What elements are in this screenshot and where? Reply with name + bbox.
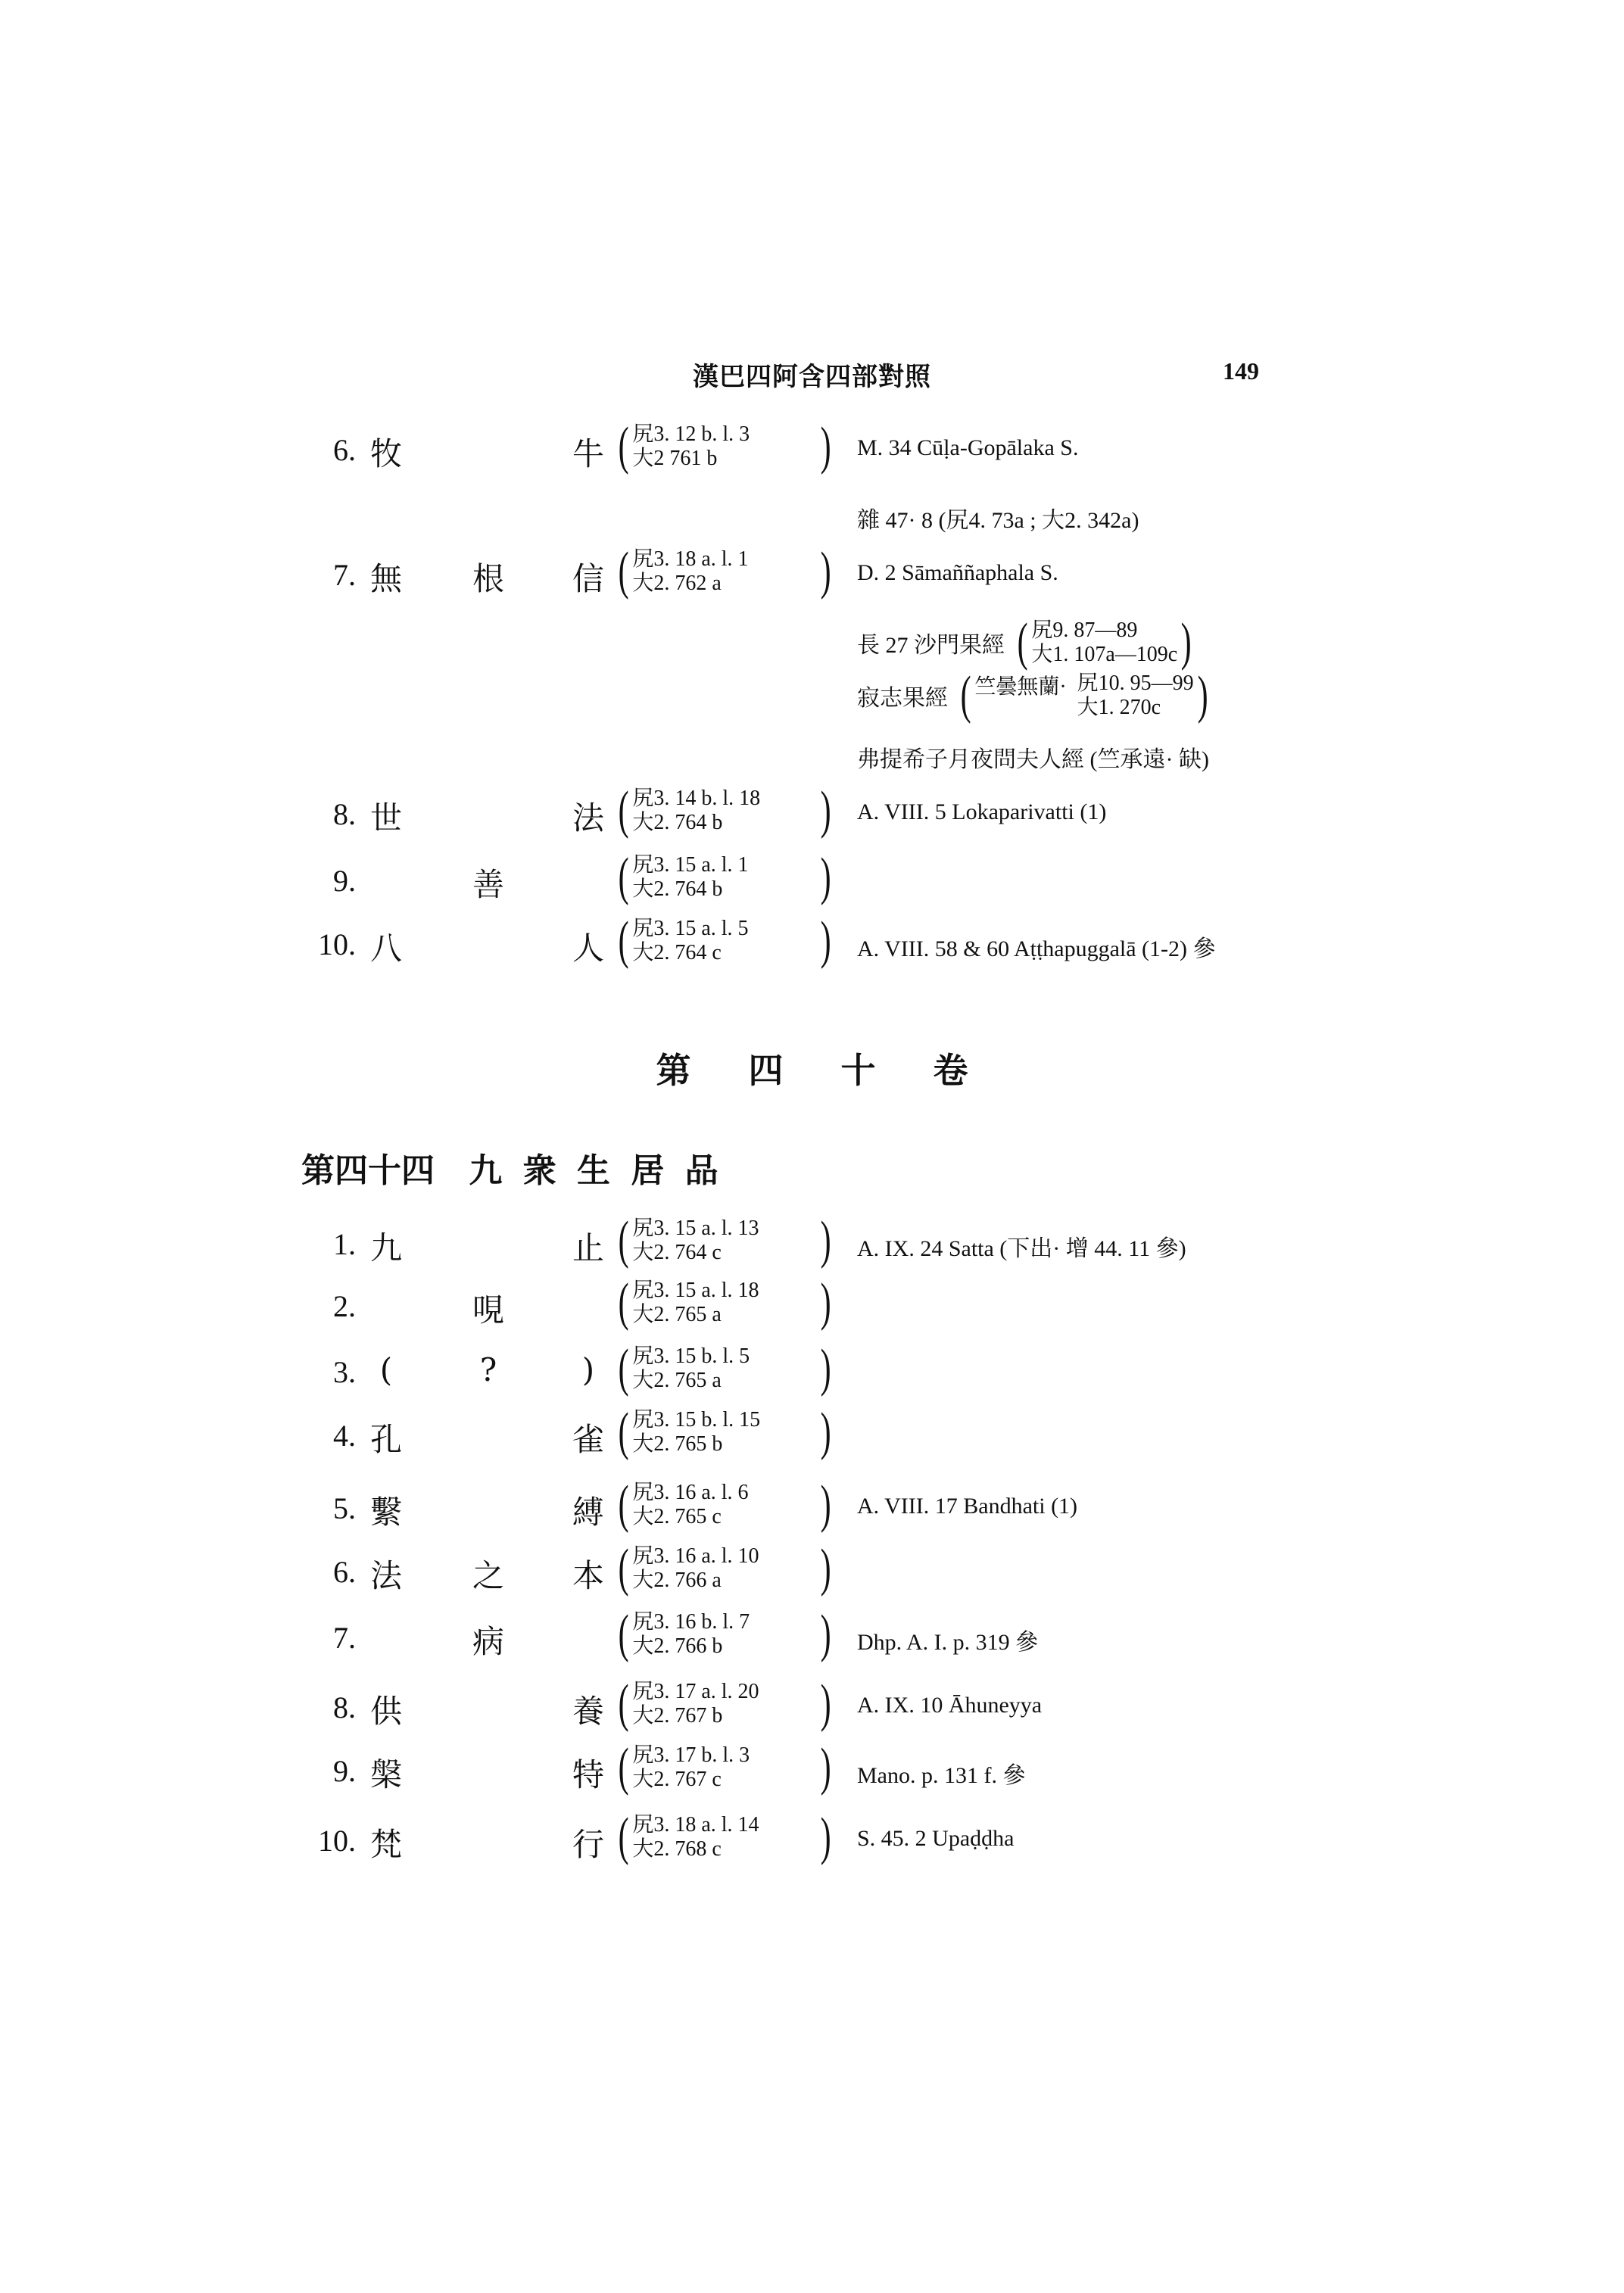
reference-line-2: 大2. 767 b [632, 1704, 723, 1728]
parallel-note [857, 501, 1139, 534]
parallel-note [857, 1229, 1186, 1263]
reference-line-2: 大2. 765 b [632, 1432, 723, 1456]
reference-block [615, 781, 834, 840]
right-paren: ) [820, 1211, 831, 1270]
reference-block [615, 1339, 834, 1397]
left-paren: ( [618, 1808, 629, 1866]
title-char-1: 孔 [369, 1421, 402, 1458]
entry-number: 6. [333, 433, 356, 467]
reference-line-2: 大2. 766 a [632, 1569, 722, 1592]
reference-line-1: 尻3. 15 b. l. 15 [632, 1408, 761, 1432]
reference-line-2: 大2. 765 c [632, 1505, 722, 1528]
reference-lines [632, 1610, 750, 1659]
reference-lines [632, 853, 748, 902]
title-char-2: ? [479, 1351, 497, 1388]
reference-lines [632, 1743, 750, 1792]
note-reference [1014, 613, 1195, 671]
parallel-note-text: 寂志果經 [857, 686, 948, 711]
parallel-note-text: S. 45. 2 Upaḍḍha [857, 1826, 1015, 1851]
reference-line-2: 大2. 764 b [632, 811, 723, 834]
parallel-note-text: 長 27 沙門果經 [857, 633, 1005, 658]
reference-block [615, 1808, 834, 1866]
reference-block [615, 911, 834, 970]
reference-line-2: 大2. 765 a [632, 1303, 722, 1326]
right-paren: ) [820, 1605, 831, 1663]
left-paren: ( [618, 1539, 629, 1597]
reference-line-1: 尻9. 87—89 [1031, 618, 1138, 642]
reference-lines [632, 1481, 748, 1529]
entry-number: 4. [333, 1419, 356, 1453]
parallel-note-text: D. 2 Sāmaññaphala S. [857, 560, 1058, 585]
right-paren: ) [820, 1339, 831, 1397]
reference-lines [632, 1344, 750, 1393]
right-paren: ) [1180, 613, 1192, 671]
entry-number: 1. [333, 1227, 356, 1261]
title-char-2: 哯 [472, 1291, 504, 1329]
entry-number: 9. [333, 864, 356, 898]
reference-line-2: 大2. 768 c [632, 1837, 722, 1861]
parallel-note [857, 1494, 1077, 1519]
title-char-3: 人 [572, 930, 604, 967]
reference-line-2: 大2. 765 a [632, 1369, 722, 1392]
left-paren: ( [618, 1675, 629, 1733]
left-paren: ( [618, 542, 629, 600]
right-paren: ) [820, 1273, 831, 1332]
title-char-1: 九 [369, 1229, 402, 1266]
reference-line-2: 大2. 766 b [632, 1634, 723, 1658]
reference-line-2: 大2. 767 c [632, 1768, 722, 1791]
left-paren: ( [618, 1738, 629, 1796]
reference-line-1: 尻3. 17 a. l. 20 [632, 1680, 759, 1703]
parallel-note-text: A. VIII. 5 Lokaparivatti (1) [857, 799, 1107, 824]
entry-number: 7. [333, 558, 356, 592]
title-char-1: 供 [369, 1693, 402, 1730]
right-paren: ) [820, 1539, 831, 1597]
reference-block [615, 417, 834, 475]
entry-number: 10. [318, 927, 356, 961]
reference-line-2: 大1. 270c [1077, 696, 1161, 719]
left-paren: ( [960, 666, 971, 724]
parallel-note-text: A. VIII. 58 & 60 Aṭṭhapuggalā (1-2) 參 [857, 936, 1216, 961]
reference-line-1: 尻3. 18 a. l. 1 [632, 547, 749, 571]
reference-line-2: 大2 761 b [632, 447, 718, 470]
right-paren: ) [820, 781, 831, 840]
title-char-3: 縛 [572, 1494, 604, 1531]
entry-number: 5. [333, 1491, 356, 1525]
entry-number: 7. [333, 1621, 356, 1655]
entry-number: 10. [318, 1824, 356, 1858]
parallel-note [857, 666, 1211, 724]
right-paren: ) [820, 1475, 831, 1534]
parallel-note [857, 1623, 1038, 1656]
reference-lines [632, 1408, 760, 1456]
reference-block [615, 1675, 834, 1733]
reference-block [615, 1738, 834, 1796]
left-paren: ( [618, 1605, 629, 1663]
reference-line-1: 尻3. 16 a. l. 10 [632, 1544, 759, 1568]
parallel-note-text: Mano. p. 131 f. 參 [857, 1763, 1026, 1788]
section-number: 第四十四 [301, 1151, 435, 1190]
parallel-note-text: 弗提希子月夜問夫人經 (竺承遠· 缺) [857, 747, 1209, 772]
reference-lines [632, 787, 760, 835]
title-char-3: 本 [572, 1557, 604, 1594]
parallel-note-text: 雜 47· 8 (尻4. 73a ; 大2. 342a) [857, 508, 1139, 533]
reference-block [615, 1403, 834, 1461]
reference-line-1: 尻3. 16 b. l. 7 [632, 1610, 750, 1634]
reference-line-1: 尻3. 16 a. l. 6 [632, 1481, 749, 1504]
parallel-note-text: M. 34 Cūḷa-Gopālaka S. [857, 435, 1079, 460]
parallel-note [857, 1693, 1042, 1718]
reference-line-1: 尻3. 17 b. l. 3 [632, 1743, 750, 1767]
reference-block [615, 1605, 834, 1663]
section-title-char: 居 [631, 1151, 665, 1190]
reference-block [615, 1211, 834, 1270]
reference-line-1: 尻3. 18 a. l. 14 [632, 1813, 759, 1837]
title-char-1: 梵 [369, 1826, 402, 1863]
reference-line-2: 大2. 764 c [632, 941, 722, 964]
parallel-note [857, 1826, 1014, 1852]
title-char-2: 善 [472, 866, 504, 903]
entry-number: 2. [333, 1289, 356, 1323]
right-paren: ) [1197, 666, 1208, 724]
title-char-1: 無 [369, 560, 402, 597]
page-number: 149 [1223, 357, 1259, 385]
title-char-1: 槃 [369, 1756, 402, 1793]
left-paren: ( [618, 781, 629, 840]
parallel-note-text: A. IX. 24 Satta (下出· 增 44. 11 參) [857, 1236, 1186, 1261]
reference-lines [632, 1217, 759, 1265]
right-paren: ) [820, 911, 831, 970]
title-char-1: 繫 [369, 1494, 402, 1531]
title-char-1: 法 [369, 1557, 402, 1594]
title-char-3: 養 [572, 1693, 604, 1730]
left-paren: ( [618, 1339, 629, 1397]
title-char-3: 牛 [572, 435, 604, 472]
reference-lines [1031, 618, 1177, 667]
right-paren: ) [820, 417, 831, 475]
left-paren: ( [618, 1211, 629, 1270]
entry-number: 8. [333, 1690, 356, 1724]
parallel-note [857, 435, 1078, 461]
running-header-title: 漢巴四阿含四部對照 [693, 362, 931, 392]
reference-block [615, 1273, 834, 1332]
reference-lines [632, 422, 750, 471]
parallel-note [857, 560, 1058, 586]
reference-block [615, 542, 834, 600]
entry-number: 8. [333, 797, 356, 831]
section-heading [301, 1143, 728, 1192]
left-paren: ( [618, 848, 629, 906]
title-char-1: ( [379, 1351, 393, 1388]
reference-line-1: 尻3. 14 b. l. 18 [632, 787, 761, 810]
parallel-note [857, 1756, 1025, 1790]
entry-number: 6. [333, 1555, 356, 1589]
title-char-3: 法 [572, 799, 604, 837]
right-paren: ) [820, 1675, 831, 1733]
parallel-note [857, 930, 1216, 963]
right-paren: ) [820, 1738, 831, 1796]
reference-line-1: 尻10. 95—99 [1077, 671, 1194, 695]
reference-lines [632, 1279, 759, 1327]
title-char-2: 病 [472, 1623, 504, 1660]
reference-lines [632, 1680, 759, 1728]
right-paren: ) [820, 1403, 831, 1461]
title-char-3: 信 [572, 560, 604, 597]
reference-lines [632, 1813, 759, 1862]
reference-line-1: 尻3. 15 a. l. 1 [632, 853, 749, 877]
reference-lines [632, 1544, 759, 1593]
reference-lines [632, 917, 748, 965]
title-char-1: 八 [369, 930, 402, 967]
parallel-note-text: Dhp. A. I. p. 319 參 [857, 1630, 1039, 1655]
title-char-3: ) [581, 1351, 595, 1388]
left-paren: ( [618, 1475, 629, 1534]
reference-line-2: 大2. 762 a [632, 572, 722, 595]
title-char-3: 特 [572, 1756, 604, 1793]
title-char-3: 行 [572, 1826, 604, 1863]
left-paren: ( [618, 417, 629, 475]
left-paren: ( [618, 911, 629, 970]
reference-line-2: 大2. 764 b [632, 877, 723, 901]
volume-title: 第 四 十 卷 [656, 1050, 968, 1091]
reference-line-2: 大2. 764 c [632, 1241, 722, 1264]
section-title-char: 衆 [522, 1151, 556, 1190]
parallel-note [857, 740, 1209, 774]
title-char-1: 世 [369, 799, 402, 837]
reference-lines [1077, 671, 1194, 720]
parallel-note [857, 799, 1106, 825]
translator: 竺曇無蘭· [974, 675, 1067, 699]
section-title-char: 生 [576, 1151, 610, 1190]
entry-number: 3. [333, 1355, 356, 1389]
reference-lines [632, 547, 748, 596]
reference-line-1: 尻3. 15 b. l. 5 [632, 1344, 750, 1368]
title-char-2: 之 [472, 1557, 504, 1594]
reference-block [615, 1475, 834, 1534]
title-char-3: 雀 [572, 1421, 604, 1458]
title-char-1: 牧 [369, 435, 402, 472]
section-title-char: 品 [684, 1151, 718, 1190]
entry-number: 9. [333, 1754, 356, 1788]
reference-line-1: 尻3. 15 a. l. 5 [632, 917, 749, 940]
note-reference [957, 666, 1211, 724]
left-paren: ( [618, 1273, 629, 1332]
section-title-char: 九 [469, 1151, 503, 1190]
title-char-3: 止 [572, 1229, 604, 1266]
reference-line-1: 尻3. 12 b. l. 3 [632, 422, 750, 446]
title-char-2: 根 [472, 560, 504, 597]
parallel-note [857, 613, 1195, 671]
parallel-note-text: A. VIII. 17 Bandhati (1) [857, 1494, 1078, 1519]
left-paren: ( [618, 1403, 629, 1461]
reference-block [615, 848, 834, 906]
reference-line-2: 大1. 107a—109c [1031, 643, 1178, 666]
parallel-note-text: A. IX. 10 Āhuneyya [857, 1693, 1043, 1718]
left-paren: ( [1017, 613, 1028, 671]
right-paren: ) [820, 542, 831, 600]
reference-line-1: 尻3. 15 a. l. 18 [632, 1279, 759, 1302]
reference-block [615, 1539, 834, 1597]
right-paren: ) [820, 848, 831, 906]
right-paren: ) [820, 1808, 831, 1866]
reference-line-1: 尻3. 15 a. l. 13 [632, 1217, 759, 1240]
